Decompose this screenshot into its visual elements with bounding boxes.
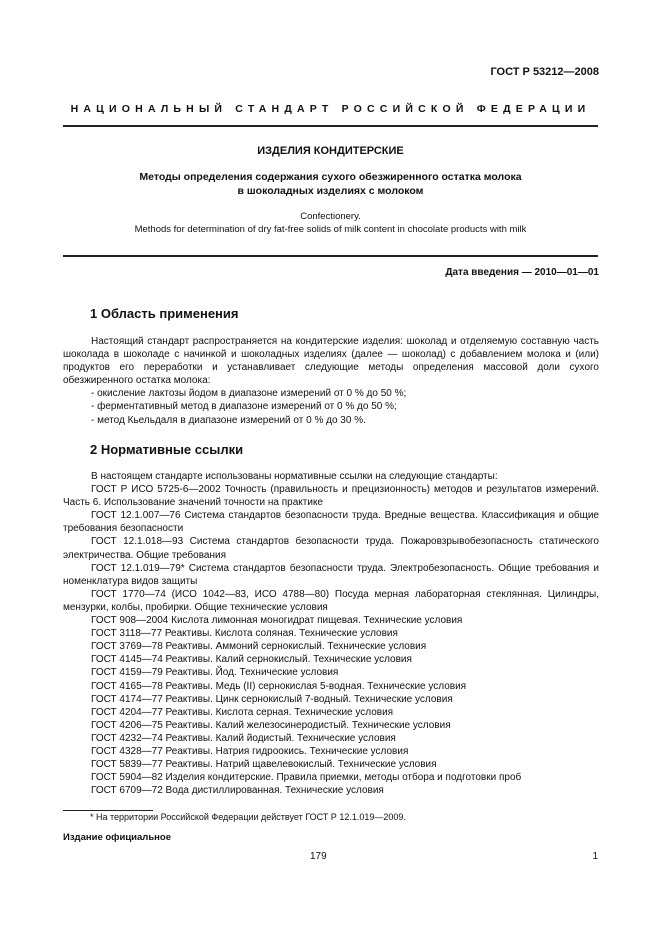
document-subtitle (63, 170, 598, 198)
introduction-date: Дата введения — 2010—01—01 (445, 267, 599, 278)
title-divider (63, 255, 598, 257)
sheet-number: 1 (592, 851, 598, 862)
page-number: 179 (310, 851, 327, 862)
footnote-divider (63, 810, 153, 811)
reference-item: ГОСТ Р ИСО 5725-6—2002 Точность (правильность и прецизионность) методов и результатов измерений. Часть 6. Использование значений точности на практике (63, 484, 599, 509)
reference-item: ГОСТ 5904—82 Изделия кондитерские. Правила приемки, методы отбора и подготовки проб (91, 772, 522, 784)
english-title-line-1: Confectionery. (300, 211, 361, 222)
reference-item: ГОСТ 4165—78 Реактивы. Медь (II) сернокислая 5-водная. Технические условия (91, 680, 467, 692)
document-code: ГОСТ Р 53212—2008 (490, 66, 599, 78)
reference-item: ГОСТ 3118—77 Реактивы. Кислота соляная. Технические условия (91, 628, 398, 640)
reference-item: ГОСТ 4145—74 Реактивы. Калий сернокислый. Технические условия (91, 654, 412, 666)
subtitle-line-2: в шоколадных изделиях с молоком (237, 185, 424, 197)
reference-item: ГОСТ 12.1.019—79* Система стандартов безопасности труда. Электробезопасность. Общие требования и номенклатура видов защиты (63, 562, 599, 587)
footnote: * На территории Российской Федерации действует ГОСТ Р 12.1.019—2009. (90, 812, 406, 822)
national-standard-banner: НАЦИОНАЛЬНЫЙ СТАНДАРТ РОССИЙСКОЙ ФЕДЕРАЦИИ (70, 103, 591, 115)
reference-item: ГОСТ 4328—77 Реактивы. Натрия гидроокись. Технические условия (91, 745, 409, 757)
reference-item: ГОСТ 3769—78 Реактивы. Аммоний сернокислый. Технические условия (91, 641, 427, 653)
reference-item: ГОСТ 12.1.018—93 Система стандартов безопасности труда. Пожаровзрывобезопасность статического электричества. Общие требования (63, 536, 599, 561)
reference-item: ГОСТ 4206—75 Реактивы. Калий железосинеродистый. Технические условия (91, 719, 451, 731)
reference-item: ГОСТ 4232—74 Реактивы. Калий йодистый. Технические условия (91, 732, 396, 744)
reference-item: ГОСТ 4159—79 Реактивы. Йод. Технические условия (91, 667, 339, 679)
method-item: - метод Кьельдаля в диапазоне измерений от 0 % до 30 %. (91, 414, 366, 426)
section-1-paragraph: Настоящий стандарт распространяется на кондитерские изделия: шоколад и отделяемую составную часть шоколада в шоколаде с начинкой и шоколадных изделиях (далее — шоколад) с добавлением молока и (или) продуктов его переработки и устанавливает следующие методы определения массовой доли сухого обезжиренного остатка молока: (63, 336, 599, 387)
header-divider (63, 125, 598, 127)
document-title: ИЗДЕЛИЯ КОНДИТЕРСКИЕ (257, 145, 404, 157)
section-2-intro: В настоящем стандарте использованы нормативные ссылки на следующие стандарты: (91, 471, 498, 482)
english-title-line-2: Methods for determination of dry fat-free solids of milk content in chocolate products with milk (134, 224, 527, 235)
english-title (63, 210, 598, 236)
official-edition-label: Издание официальное (63, 832, 171, 843)
reference-item: ГОСТ 12.1.007—76 Система стандартов безопасности труда. Вредные вещества. Классификация и общие требования безопасности (63, 510, 599, 535)
section-2-body (63, 470, 599, 797)
method-item: - окисление лактозы йодом в диапазоне измерений от 0 % до 50 %; (91, 388, 407, 400)
subtitle-line-1: Методы определения содержания сухого обезжиренного остатка молока (139, 171, 522, 183)
section-1-body (63, 335, 599, 427)
reference-item: ГОСТ 5839—77 Реактивы. Натрий щавелевокислый. Технические условия (91, 759, 437, 771)
reference-item: ГОСТ 4204—77 Реактивы. Кислота серная. Технические условия (91, 706, 394, 718)
section-2-heading: 2 Нормативные ссылки (90, 442, 244, 457)
method-item: - ферментативный метод в диапазоне измерений от 0 % до 50 %; (91, 401, 397, 413)
section-1-heading: 1 Область применения (90, 306, 239, 321)
reference-item: ГОСТ 4174—77 Реактивы. Цинк сернокислый 7-водный. Технические условия (91, 693, 453, 705)
reference-item: ГОСТ 1770—74 (ИСО 1042—83, ИСО 4788—80) Посуда мерная лабораторная стеклянная. Цилиндры, мензурки, колбы, пробирки. Общие технические условия (63, 588, 599, 613)
reference-item: ГОСТ 6709—72 Вода дистиллированная. Технические условия (91, 785, 384, 797)
reference-item: ГОСТ 908—2004 Кислота лимонная моногидрат пищевая. Технические условия (91, 615, 463, 627)
